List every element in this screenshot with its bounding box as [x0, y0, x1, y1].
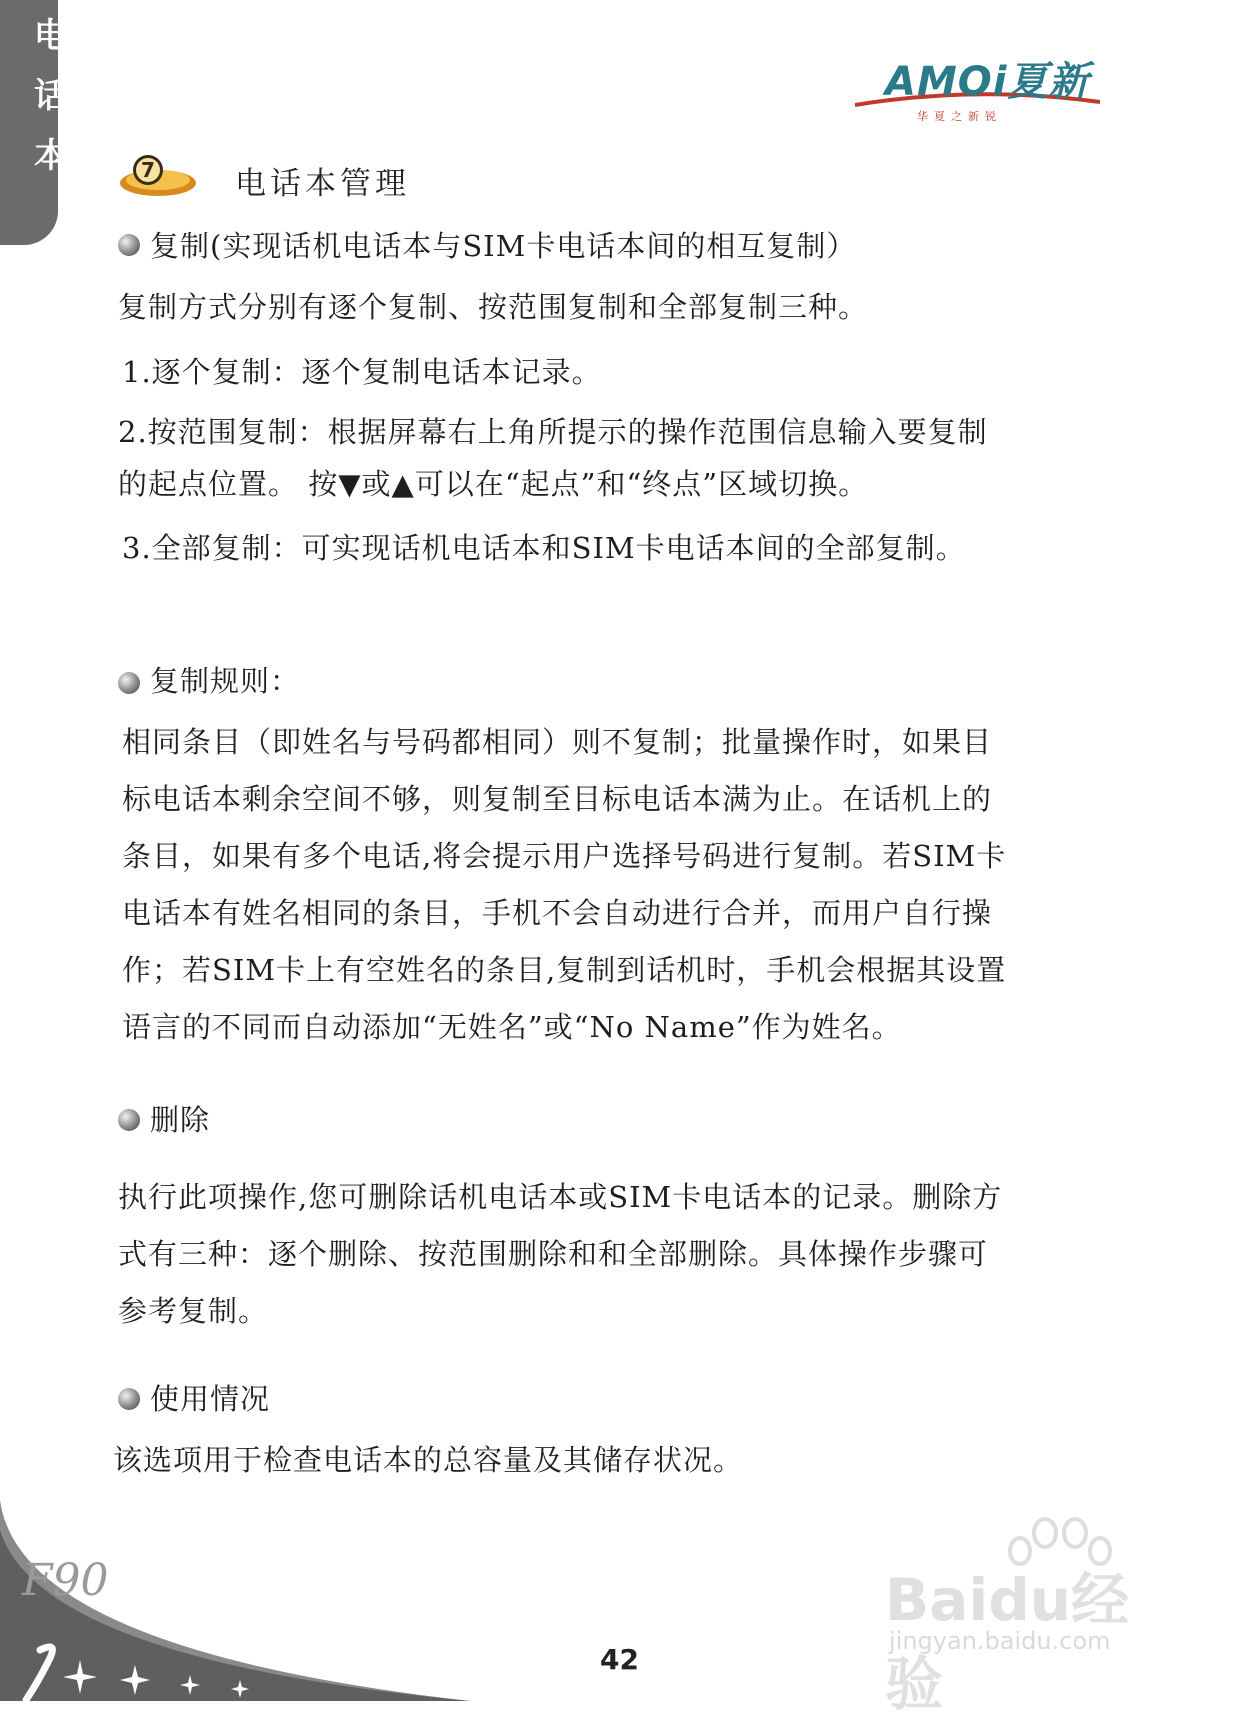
side-tab: [0, 0, 68, 245]
copy-item-1: 1.逐个复制：逐个复制电话本记录。: [122, 355, 602, 389]
rules-line: 电话本有姓名相同的条目，手机不会自动进行合并，而用户自行操: [122, 896, 993, 930]
watermark-url: jingyan.baidu.com: [889, 1627, 1111, 1655]
baidu-watermark: [885, 1515, 1185, 1718]
chapter-number: 7: [141, 158, 155, 182]
watermark-brand: Baidu经验: [885, 1566, 1130, 1718]
chapter-title: 电话本管理: [235, 166, 410, 202]
copy-item-2-line-2: 的起点位置。 按▼或▲可以在“起点”和“终点”区域切换。: [118, 467, 869, 501]
section-heading-copy: 复制(实现话机电话本与SIM卡电话本间的相互复制）: [150, 229, 857, 263]
delete-line: 执行此项操作,您可删除话机电话本或SIM卡电话本的记录。删除方: [118, 1180, 1003, 1214]
usage-text: 该选项用于检查电话本的总容量及其储存状况。: [113, 1443, 744, 1477]
model-name: F90: [22, 1555, 109, 1606]
bullet-icon: [118, 1109, 140, 1131]
rules-line: 条目，如果有多个电话,将会提示用户选择号码进行复制。若SIM卡: [122, 839, 1007, 873]
side-tab-char: 电: [34, 16, 68, 56]
section-heading-delete: 删除: [150, 1103, 211, 1137]
rules-line: 作；若SIM卡上有空姓名的条目,复制到话机时，手机会根据其设置: [122, 953, 1007, 987]
delete-paragraph: [118, 1169, 1078, 1340]
rules-line: 语言的不同而自动添加“无姓名”或“No Name”作为姓名。: [122, 1010, 902, 1044]
rules-paragraph: [122, 714, 1082, 1056]
chapter-badge-icon: [118, 150, 198, 200]
bullet-icon: [118, 234, 140, 256]
page-number: 42: [600, 1643, 639, 1676]
delete-line: 式有三种：逐个删除、按范围删除和和全部删除。具体操作步骤可: [118, 1237, 989, 1271]
bullet-icon: [118, 672, 140, 694]
copy-intro: 复制方式分别有逐个复制、按范围复制和全部复制三种。: [118, 290, 869, 324]
section-heading-usage: 使用情况: [150, 1382, 271, 1416]
copy-item-2-line-1: 2.按范围复制：根据屏幕右上角所提示的操作范围信息输入要复制: [118, 415, 988, 449]
bullet-icon: [118, 1388, 140, 1410]
section-heading-rules: 复制规则：: [150, 664, 301, 698]
rules-line: 相同条目（即姓名与号码都相同）则不复制；批量操作时，如果目: [122, 725, 993, 759]
logo-slogan: 华夏之新锐: [917, 110, 1002, 123]
logo-brand: AMOi夏新: [885, 59, 1090, 105]
side-tab-char: 本: [34, 136, 68, 176]
delete-line: 参考复制。: [118, 1294, 269, 1328]
copy-item-3: 3.全部复制：可实现话机电话本和SIM卡电话本间的全部复制。: [122, 531, 966, 565]
rules-line: 标电话本剩余空间不够，则复制至目标电话本满为止。在话机上的: [122, 782, 993, 816]
amoi-logo: [855, 50, 1105, 130]
side-tab-char: 话: [34, 76, 68, 116]
